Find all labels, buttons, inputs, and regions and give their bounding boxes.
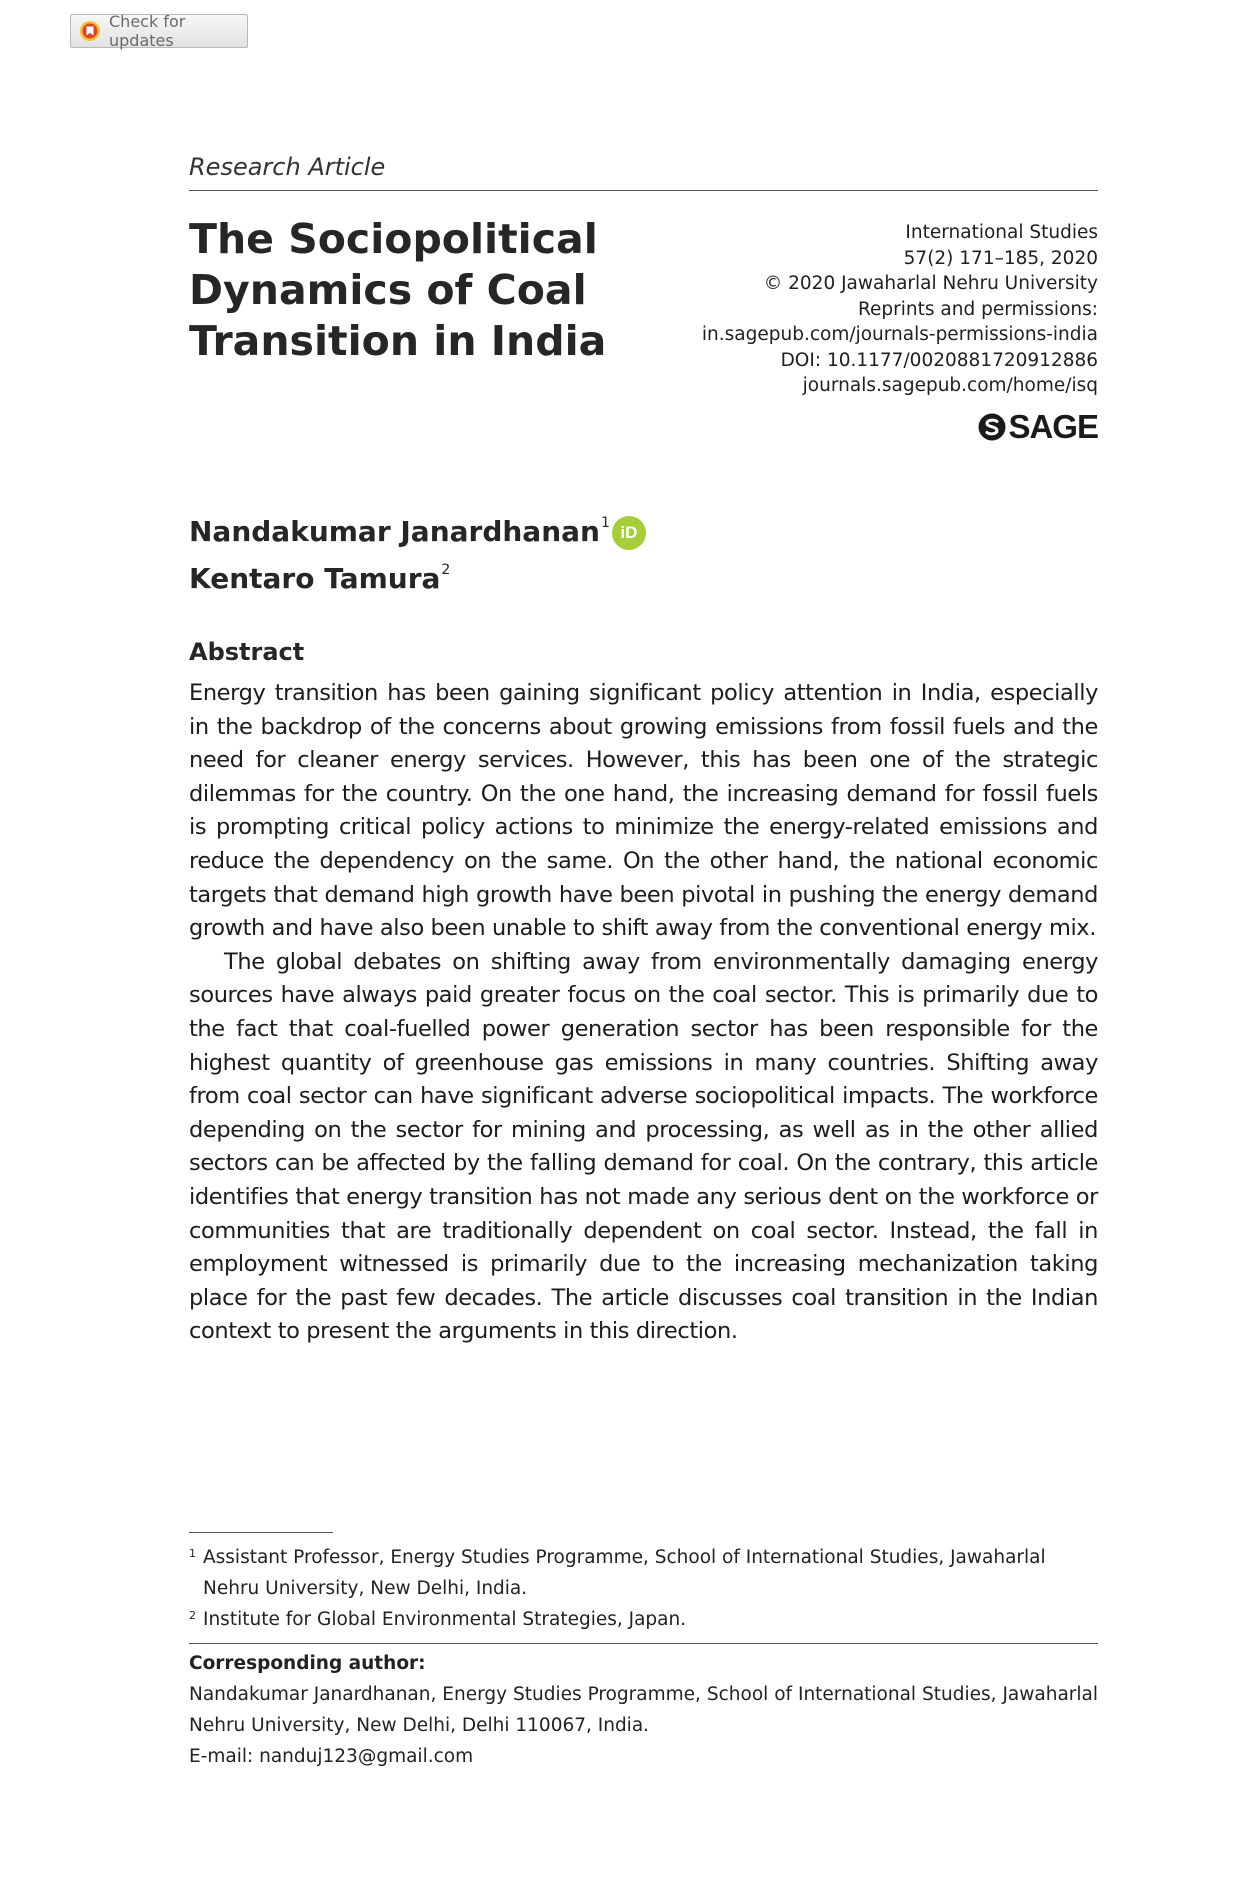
- abstract-body: [189, 677, 1098, 1349]
- corresponding-author: [189, 1648, 1098, 1772]
- sage-logo: [978, 408, 1098, 446]
- check-for-updates-label: Check for updates: [109, 12, 186, 50]
- journal-reprints: Reprints and permissions:: [858, 298, 1098, 320]
- footnote-divider: [189, 1532, 333, 1533]
- header-divider: [189, 190, 1098, 191]
- crossmark-icon: [79, 20, 101, 42]
- footnote-mark: 1: [189, 1547, 196, 1560]
- footnote-text: Assistant Professor, Energy Studies Programme, School of International Studies, Jawaharlal Nehru University, New Delhi, India.: [203, 1547, 1046, 1599]
- footnote: [189, 1604, 1098, 1635]
- corresponding-email[interactable]: E-mail: nanduj123@gmail.com: [189, 1746, 474, 1767]
- permissions-link[interactable]: in.sagepub.com/journals-permissions-india: [701, 324, 1098, 345]
- author: [189, 504, 646, 551]
- author-list: [189, 504, 646, 598]
- abstract-heading: Abstract: [189, 638, 305, 666]
- journal-info: [702, 220, 1098, 399]
- corresponding-divider: [189, 1643, 1098, 1644]
- title-line: The Sociopolitical: [189, 215, 598, 263]
- doi-link[interactable]: DOI: 10.1177/0020881720912886: [780, 349, 1098, 371]
- corresponding-address: Nandakumar Janardhanan, Energy Studies Programme, School of International Studies, Jawaharlal Nehru University, New Delhi, Delhi 110067, India.: [189, 1684, 1098, 1736]
- footnote: [189, 1542, 1098, 1604]
- sage-wordmark: SAGE: [1008, 408, 1098, 445]
- corresponding-heading: Corresponding author:: [189, 1653, 426, 1674]
- sage-s-icon: [978, 412, 1006, 442]
- journal-name: International Studies: [905, 222, 1098, 243]
- abstract-paragraph: Energy transition has been gaining significant policy attention in India, especially in the backdrop of the concerns about growing emissions from fossil fuels and the need for cleaner energy services. However, this has been one of the strategic dilemmas for the country. On the one hand, the increasing demand for fossil fuels is prompting critical policy actions to minimize the energy-related emissions and reduce the dependency on the same. On the other hand, the national economic targets that demand high growth have been pivotal in pushing the energy demand growth and have also been unable to shift away from the conventional energy mix.: [189, 680, 1098, 942]
- title-line: Transition in India: [189, 317, 607, 365]
- footnote-text: Institute for Global Environmental Strategies, Japan.: [203, 1609, 687, 1630]
- affiliation-mark: 2: [441, 562, 451, 578]
- orcid-icon[interactable]: iD: [612, 516, 646, 550]
- author-name: Nandakumar Janardhanan: [189, 515, 600, 548]
- article-title: [189, 214, 659, 367]
- journal-copyright: © 2020 Jawaharlal Nehru University: [763, 273, 1098, 294]
- affiliation-mark: 1: [600, 515, 610, 531]
- article-type: Research Article: [189, 153, 386, 181]
- footnote-mark: 2: [189, 1609, 196, 1622]
- title-line: Dynamics of Coal: [189, 266, 587, 314]
- journal-volume: 57(2) 171–185, 2020: [903, 247, 1098, 269]
- author-name: Kentaro Tamura: [189, 562, 441, 595]
- abstract-paragraph: The global debates on shifting away from environmentally damaging energy sources have always paid greater focus on the coal sector. This is primarily due to the fact that coal-fuelled power generation sector has been responsible for the highest quantity of greenhouse gas emissions in many countries. Shifting away from coal sector can have significant adverse sociopolitical impacts. The workforce depending on the sector for mining and processing, as well as in the other allied sectors can be affected by the falling demand for coal. On the contrary, this article identifies that energy transition has not made any serious dent on the workforce or communities that are traditionally dependent on coal sector. Instead, the fall in employment witnessed is primarily due to the increasing mechanization taking place for the past few decades. The article discusses coal transition in the Indian context to present the arguments in this direction.: [189, 948, 1098, 1345]
- journal-home-link[interactable]: journals.sagepub.com/home/isq: [802, 375, 1098, 396]
- author: [189, 551, 646, 598]
- check-for-updates-button[interactable]: [70, 14, 248, 48]
- footnotes: [189, 1542, 1098, 1635]
